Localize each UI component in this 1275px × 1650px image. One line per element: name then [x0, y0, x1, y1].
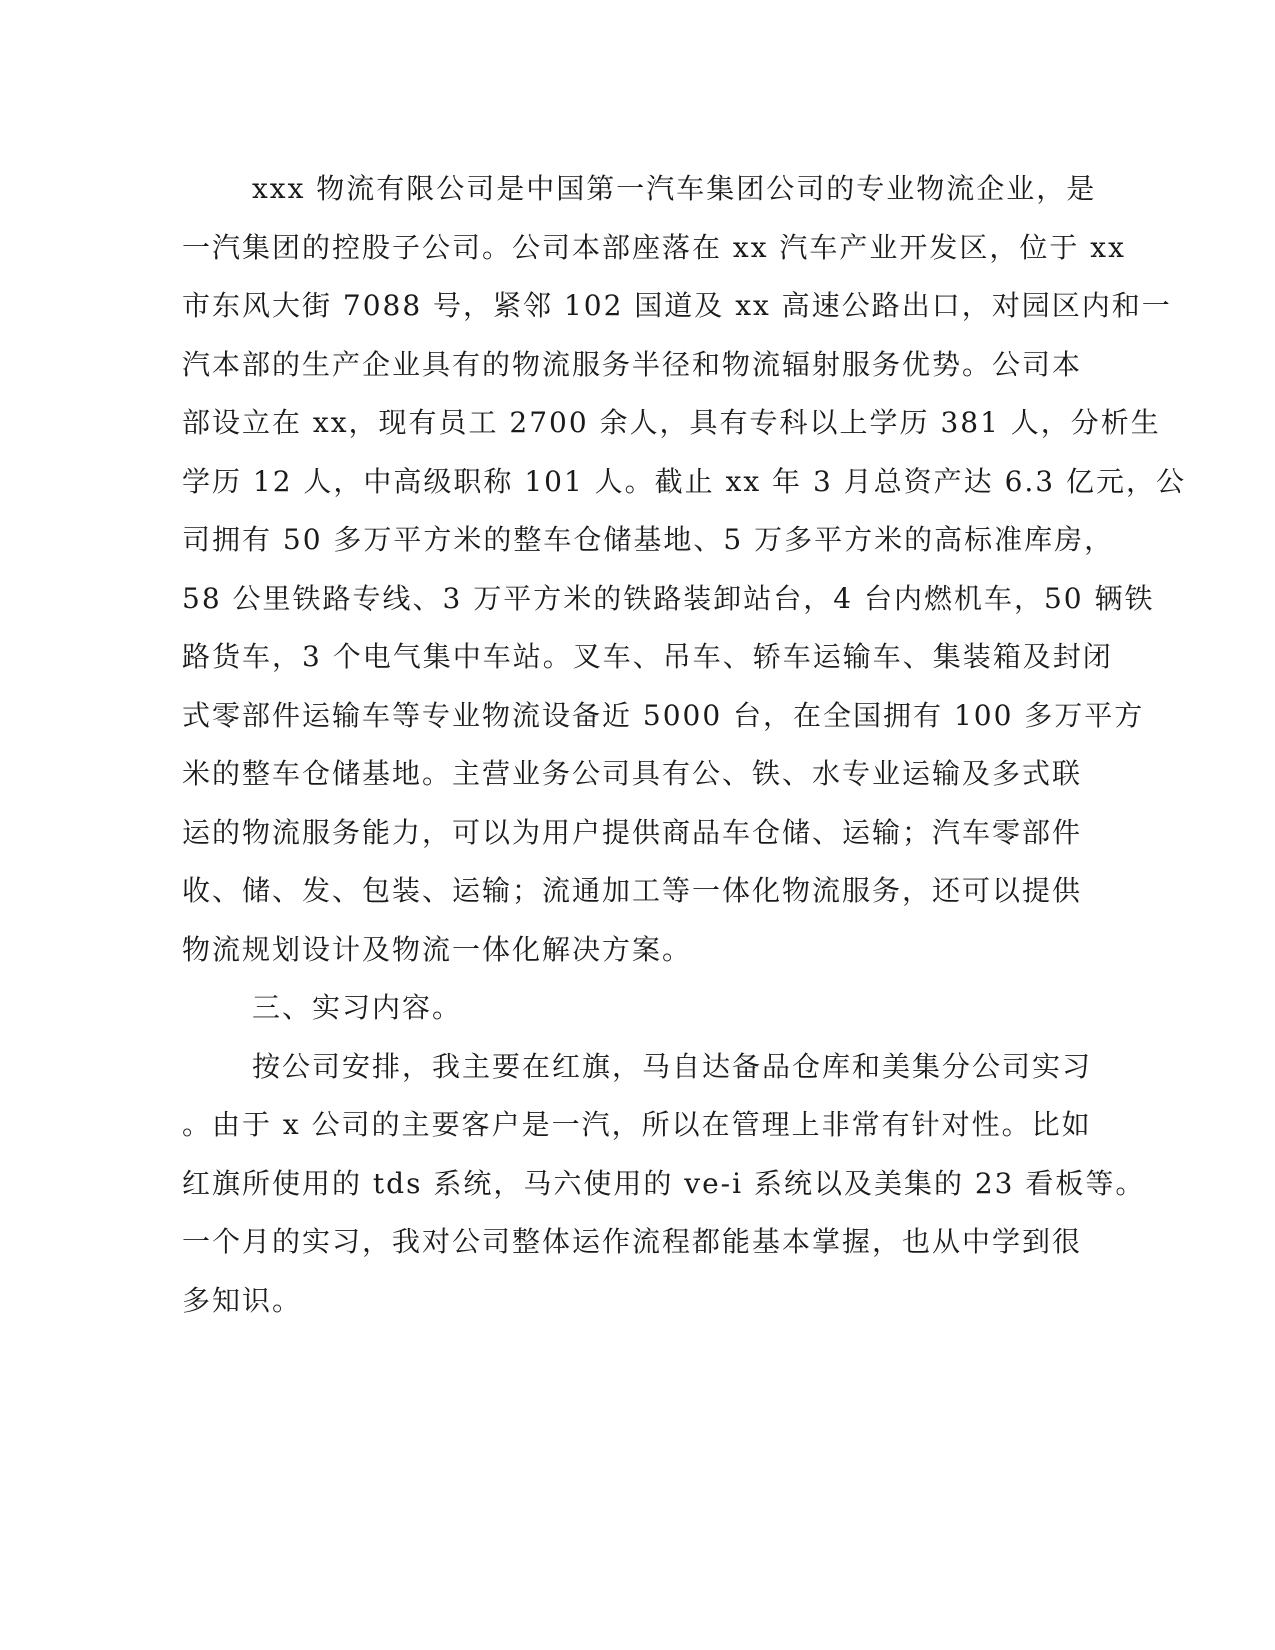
- text-line: 。由于 x 公司的主要客户是一汽，所以在管理上非常有针对性。比如: [182, 1108, 1092, 1141]
- text-line: 58 公里铁路专线、3 万平方米的铁路装卸站台，4 台内燃机车，50 辆铁: [182, 581, 1155, 615]
- text-line: 一汽集团的控股子公司。公司本部座落在 xx 汽车产业开发区，位于 xx: [182, 230, 1126, 264]
- text-line: 汽本部的生产企业具有的物流服务半径和物流辐射服务优势。公司本: [182, 347, 1083, 381]
- document-body: [182, 160, 1187, 1330]
- text-line: 一个月的实习，我对公司整体运作流程都能基本掌握，也从中学到很: [182, 1225, 1083, 1258]
- text-line: 学历 12 人，中高级职称 101 人。截止 xx 年 3 月总资产达 6.3 亿元，公: [182, 464, 1187, 498]
- text-line: 按公司安排，我主要在红旗，马自达备品仓库和美集分公司实习: [252, 1049, 1093, 1083]
- text-line: 物流规划设计及物流一体化解决方案。: [182, 932, 693, 966]
- text-line: 红旗所使用的 tds 系统，马六使用的 ve-i 系统以及美集的 23 看板等。: [182, 1166, 1146, 1200]
- text-line: 米的整车仓储基地。主营业务公司具有公、铁、水专业运输及多式联: [182, 757, 1083, 790]
- text-line: xxx 物流有限公司是中国第一汽车集团公司的专业物流企业，是: [252, 172, 1097, 205]
- text-line: 路货车，3 个电气集中车站。叉车、吊车、轿车运输车、集装箱及封闭: [182, 640, 1113, 673]
- text-line: 司拥有 50 多万平方米的整车仓储基地、5 万多平方米的高标准库房，: [182, 523, 1115, 556]
- section-heading-text: 三、实习内容。: [252, 991, 463, 1024]
- section-heading: [182, 979, 1042, 1038]
- text-line: 式零部件运输车等专业物流设备近 5000 台，在全国拥有 100 多万平方: [182, 698, 1145, 732]
- text-line: 收、储、发、包装、运输；流通加工等一体化物流服务，还可以提供: [182, 874, 1083, 907]
- paragraph-company-intro: [182, 160, 1187, 979]
- paragraph-internship-content: [182, 1038, 1146, 1331]
- text-line: 多知识。: [182, 1283, 303, 1317]
- text-line: 市东风大街 7088 号，紧邻 102 国道及 xx 高速公路出口，对园区内和一: [182, 289, 1172, 322]
- text-line: 运的物流服务能力，可以为用户提供商品车仓储、运输；汽车零部件: [182, 815, 1083, 849]
- text-line: 部设立在 xx，现有员工 2700 余人，具有专科以上学历 381 人，分析生: [182, 406, 1161, 439]
